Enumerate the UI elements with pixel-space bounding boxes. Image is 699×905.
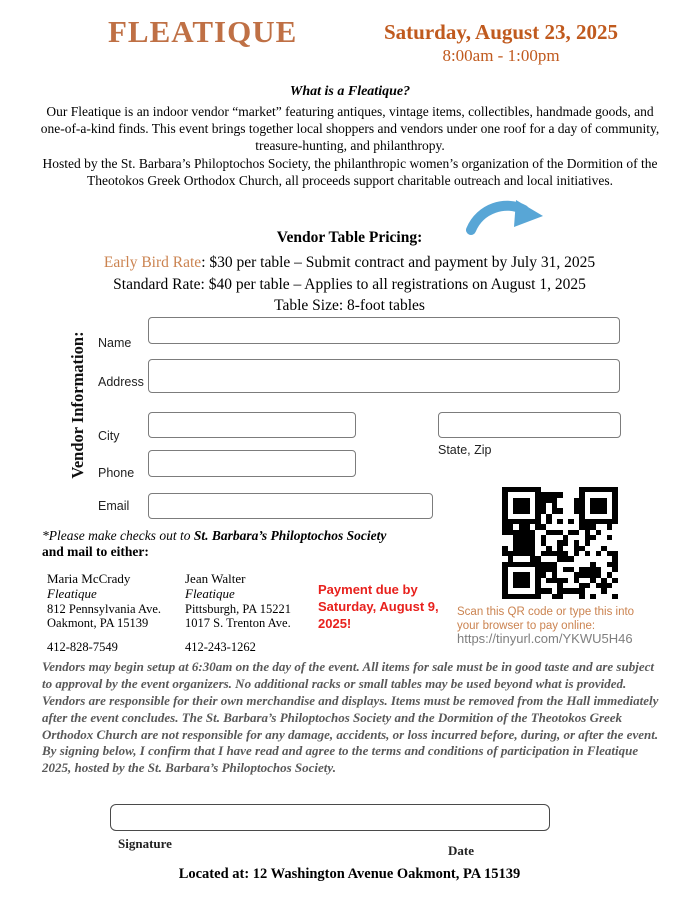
terms-paragraph-1: Vendors may begin setup at 6:30am on the day of the event. All items for sale must be in good taste and are subject to approval by the event organizers. No additional racks or small tables may be used beyond what is provided. Vendors are responsible for their own merchandise and displays. Items must be removed from the Hall immediately after the event concludes. The St. Barbara’s Philoptochos Society and the Dormition of the Theotokos Greek Orthodox Church are not responsible for any damage, accidents, or loss incurred before, during, or after the event. bbox=[42, 659, 659, 742]
contact-address-line2: Oakmont, PA 15139 bbox=[47, 616, 149, 631]
city-label: City bbox=[98, 429, 120, 443]
location-line: Located at: 12 Washington Avenue Oakmont, PA 15139 bbox=[178, 866, 521, 882]
intro-paragraph-1: Our Fleatique is an indoor vendor “market” featuring antiques, vintage items, collectibles, handmade goods, and one-of-a-kind finds. This event brings together local shoppers and vendors under one roof for a day of community, treasure-hunting, and philanthropy. bbox=[40, 103, 660, 154]
state-zip-input[interactable] bbox=[438, 412, 621, 438]
name-input[interactable] bbox=[148, 317, 620, 344]
city-input[interactable] bbox=[148, 412, 356, 438]
email-label: Email bbox=[98, 499, 130, 513]
terms-section bbox=[42, 659, 663, 777]
early-bird-label: Early Bird Rate bbox=[103, 254, 202, 271]
payment-url-link[interactable]: https://tinyurl.com/YKWU5H46 bbox=[457, 631, 633, 646]
intro-heading: What is a Fleatique? bbox=[289, 84, 411, 99]
contact-name: Jean Walter bbox=[185, 571, 246, 586]
phone-label: Phone bbox=[98, 466, 135, 480]
early-bird-details: : $30 per table – Submit contract and payment by July 31, 2025 bbox=[201, 254, 596, 271]
email-input[interactable] bbox=[148, 493, 433, 519]
checks-note-suffix: and mail to either: bbox=[42, 544, 149, 560]
contact-phone: 412-828-7549 bbox=[47, 640, 118, 655]
early-bird-rate-line bbox=[0, 252, 699, 274]
standard-rate-line: Standard Rate: $40 per table – Applies to all registrations on August 1, 2025 bbox=[113, 275, 586, 293]
event-title: FLEATIQUE bbox=[108, 14, 298, 49]
contact-card-jean bbox=[185, 571, 291, 655]
vendor-information-label: Vendor Information: bbox=[68, 331, 87, 479]
event-date: Saturday, August 23, 2025 bbox=[384, 20, 618, 44]
name-label: Name bbox=[98, 336, 132, 350]
terms-paragraph-2: By signing below, I confirm that I have read and agree to the terms and conditions of participation in Fleatique 2025, hosted by the St. Barbara’s Philoptochos Society. bbox=[42, 743, 639, 776]
address-input[interactable] bbox=[148, 359, 620, 393]
contact-org: Fleatique bbox=[47, 586, 97, 602]
contact-address-line1: 812 Pennsylvania Ave. bbox=[47, 601, 161, 616]
date-label: Date bbox=[448, 843, 474, 858]
checks-note bbox=[42, 528, 386, 561]
payment-due-notice: Payment due by Saturday, August 9, 2025! bbox=[318, 582, 439, 631]
checks-note-prefix: *Please make checks out to bbox=[42, 528, 194, 543]
contact-name: Maria McCrady bbox=[47, 571, 131, 586]
address-label: Address bbox=[98, 375, 144, 389]
checks-note-society: St. Barbara’s Philoptochos Society bbox=[193, 528, 387, 543]
event-time: 8:00am - 1:00pm bbox=[442, 46, 560, 65]
state-zip-label: State, Zip bbox=[438, 443, 492, 457]
pricing-section bbox=[0, 229, 699, 317]
pricing-heading: Vendor Table Pricing: bbox=[276, 229, 423, 246]
contact-card-maria bbox=[47, 571, 161, 655]
event-date-block bbox=[350, 20, 652, 66]
curved-arrow-icon bbox=[466, 196, 548, 240]
contact-address-line2: 1017 S. Trenton Ave. bbox=[185, 616, 291, 631]
contact-address-line1: Pittsburgh, PA 15221 bbox=[185, 601, 291, 616]
intro-section bbox=[35, 83, 665, 189]
contact-phone: 412-243-1262 bbox=[185, 640, 256, 655]
contact-org: Fleatique bbox=[185, 586, 235, 602]
signature-label: Signature bbox=[118, 836, 172, 851]
qr-instruction: Scan this QR code or type this into your browser to pay online: bbox=[457, 606, 635, 632]
table-size-line: Table Size: 8-foot tables bbox=[274, 297, 425, 315]
qr-code bbox=[498, 483, 622, 603]
intro-paragraph-2: Hosted by the St. Barbara’s Philoptochos Society, the philanthropic women’s organization of the Dormition of the Theotokos Greek Orthodox Church, all proceeds support charitable outreach and local initiatives. bbox=[42, 155, 658, 188]
signature-input[interactable] bbox=[110, 804, 550, 831]
phone-input[interactable] bbox=[148, 450, 356, 477]
